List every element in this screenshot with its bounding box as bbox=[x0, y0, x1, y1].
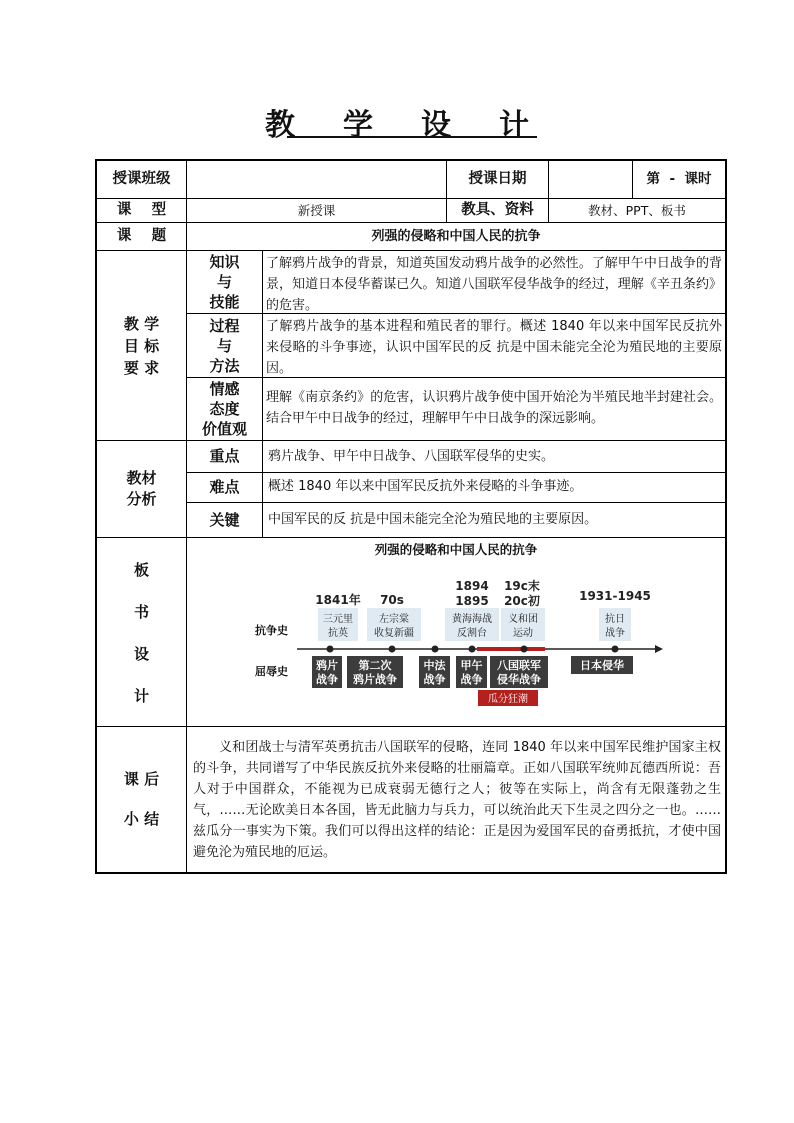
year-19c: 19c末 bbox=[504, 579, 540, 593]
topic-value: 列强的侵略和中国人民的抗争 bbox=[371, 229, 541, 244]
board-title: 列强的侵略和中国人民的抗争 bbox=[374, 541, 538, 557]
rule-7 bbox=[187, 472, 727, 473]
timeline-dot bbox=[521, 646, 528, 653]
timeline-arrow-icon bbox=[655, 645, 663, 653]
analysis-difficulty-label: 难点 bbox=[209, 478, 240, 496]
timeline-dot bbox=[389, 646, 396, 653]
resist-event-line1: 义和团 bbox=[508, 614, 538, 625]
col-rule-sub bbox=[262, 250, 263, 537]
summary-label-line2: 小 结 bbox=[123, 810, 160, 828]
resist-event-line1: 黄海海战 bbox=[452, 614, 492, 625]
title-char-4: 计 bbox=[499, 108, 529, 143]
title-char-2: 学 bbox=[343, 108, 373, 143]
timeline-dot bbox=[612, 646, 619, 653]
resist-row-label: 抗争史 bbox=[255, 624, 288, 637]
rule-8 bbox=[187, 502, 727, 503]
objective-process-text: 了解鸦片战争的基本进程和殖民者的罪行。概述 1840 年以来中国军民反抗外来侵略的斗争事迹，认识中国军民的反 抗是中国未能完全沦为殖民地的主要原因。 bbox=[266, 319, 722, 376]
war-line2: 战争 bbox=[460, 673, 483, 686]
resist-event-line2: 战争 bbox=[605, 628, 625, 639]
lesson-number: 第 - 课时 bbox=[646, 171, 712, 187]
humiliation-row-label: 屈辱史 bbox=[255, 665, 288, 678]
timeline-dot bbox=[469, 646, 476, 653]
partition-label: 瓜分狂潮 bbox=[488, 694, 528, 705]
summary-label-line1: 课 后 bbox=[123, 770, 160, 788]
year-1931-1945: 1931-1945 bbox=[579, 589, 651, 603]
type-label: 课 型 bbox=[116, 202, 167, 218]
board-label-char-1: 板 bbox=[133, 561, 149, 579]
resist-event-line1: 抗日 bbox=[605, 614, 625, 625]
timeline-dot bbox=[327, 646, 334, 653]
war-line1: 中法 bbox=[423, 659, 446, 672]
title-underline bbox=[287, 136, 537, 138]
board-timeline bbox=[187, 538, 725, 726]
year-1895: 1895 bbox=[455, 594, 489, 608]
war-line1: 八国联军 bbox=[497, 659, 541, 672]
war-line1: 日本侵华 bbox=[580, 659, 624, 672]
objective-process-label: 过程 与 方法 bbox=[209, 316, 240, 375]
analysis-critical-text: 中国军民的反 抗是中国未能完全沦为殖民地的主要原因。 bbox=[268, 512, 598, 527]
board-label-char-3: 设 bbox=[133, 645, 149, 663]
summary-text: 义和团战士与清军英勇抗击八国联军的侵略，连同 1840 年以来中国军民维护国家主权的斗争，共同谱写了中华民族反抗外来侵略的壮丽篇章。正如八国联军统帅瓦德西所说：吾人对于中国群众，不能视为已成衰弱无德行之人；彼等在实际上，尚含有无限蓬勃之生气，……无论欧美日本各国，皆无此脑力与兵力，可以统治此天下生灵之四分之一也。……兹瓜分一事实为下策。我们可以得出这样的结论：正是因为爱国军民的奋勇抵抗，才使中国避免沦为殖民地的厄运。 bbox=[193, 740, 721, 860]
resist-event-line2: 收复新疆 bbox=[374, 628, 414, 639]
board-label-char-2: 书 bbox=[133, 603, 149, 621]
date-label: 授课日期 bbox=[468, 171, 527, 187]
year-70s: 70s bbox=[380, 593, 404, 607]
board-label-char-4: 计 bbox=[133, 687, 149, 705]
partition-period-bar bbox=[477, 647, 545, 651]
war-line2: 战争 bbox=[423, 673, 446, 686]
war-line2: 侵华战争 bbox=[497, 673, 541, 686]
resist-event-line2: 反割台 bbox=[457, 628, 487, 639]
table-border-bottom bbox=[95, 872, 727, 874]
objective-knowledge-label: 知识 与 技能 bbox=[209, 253, 240, 311]
resist-event-line2: 抗英 bbox=[328, 628, 348, 639]
table-border-right bbox=[725, 159, 727, 874]
analysis-critical-label: 关键 bbox=[209, 510, 240, 529]
analysis-key-text: 鸦片战争、甲午中日战争、八国联军侵华的史实。 bbox=[268, 449, 555, 464]
objective-emotion-text: 理解《南京条约》的危害，认识鸦片战争使中国开始沦为半殖民地半封建社会。结合甲午中日战争的经过，理解甲午中日战争的深远影响。 bbox=[266, 390, 722, 426]
summary-label bbox=[97, 727, 186, 872]
war-line1: 第二次 bbox=[358, 659, 392, 672]
date-value-field[interactable] bbox=[549, 161, 632, 198]
tools-label: 教具、资料 bbox=[461, 202, 534, 218]
analysis-difficulty-text: 概述 1840 年以来中国军民反抗外来侵略的斗争事迹。 bbox=[268, 479, 583, 494]
objectives-label: 教 学 目 标 要 求 bbox=[123, 314, 160, 377]
title-char-3: 设 bbox=[421, 108, 451, 143]
year-1841: 1841年 bbox=[315, 593, 361, 607]
class-value-field[interactable] bbox=[187, 161, 446, 198]
analysis-key-label: 重点 bbox=[209, 447, 240, 465]
tools-value: 教材、PPT、板书 bbox=[588, 203, 686, 218]
board-label bbox=[97, 538, 186, 726]
war-line2: 鸦片战争 bbox=[353, 673, 397, 686]
class-label: 授课班级 bbox=[112, 171, 171, 187]
title-char-1: 教 bbox=[265, 108, 295, 143]
timeline-dot bbox=[432, 646, 439, 653]
topic-label: 课 题 bbox=[116, 228, 167, 244]
war-line1: 甲午 bbox=[460, 659, 483, 672]
year-1894: 1894 bbox=[455, 579, 489, 593]
objective-knowledge-text: 了解鸦片战争的背景，知道英国发动鸦片战争的必然性。了解甲午中日战争的背景，知道日本侵华蓄谋已久。知道八国联军侵华战争的经过，理解《辛丑条约》的危害。 bbox=[266, 256, 722, 313]
war-line2: 战争 bbox=[316, 673, 338, 686]
resist-event-line1: 三元里 bbox=[323, 614, 353, 625]
resist-event-line1: 左宗棠 bbox=[379, 614, 409, 625]
rule-10 bbox=[95, 726, 727, 727]
resist-event-line2: 运动 bbox=[513, 628, 533, 639]
analysis-label: 教材 分析 bbox=[126, 469, 157, 508]
type-value: 新授课 bbox=[297, 203, 336, 218]
war-line1: 鸦片 bbox=[316, 659, 338, 672]
year-20c: 20c初 bbox=[504, 594, 540, 608]
objective-emotion-label: 情感 态度 价值观 bbox=[201, 380, 247, 438]
